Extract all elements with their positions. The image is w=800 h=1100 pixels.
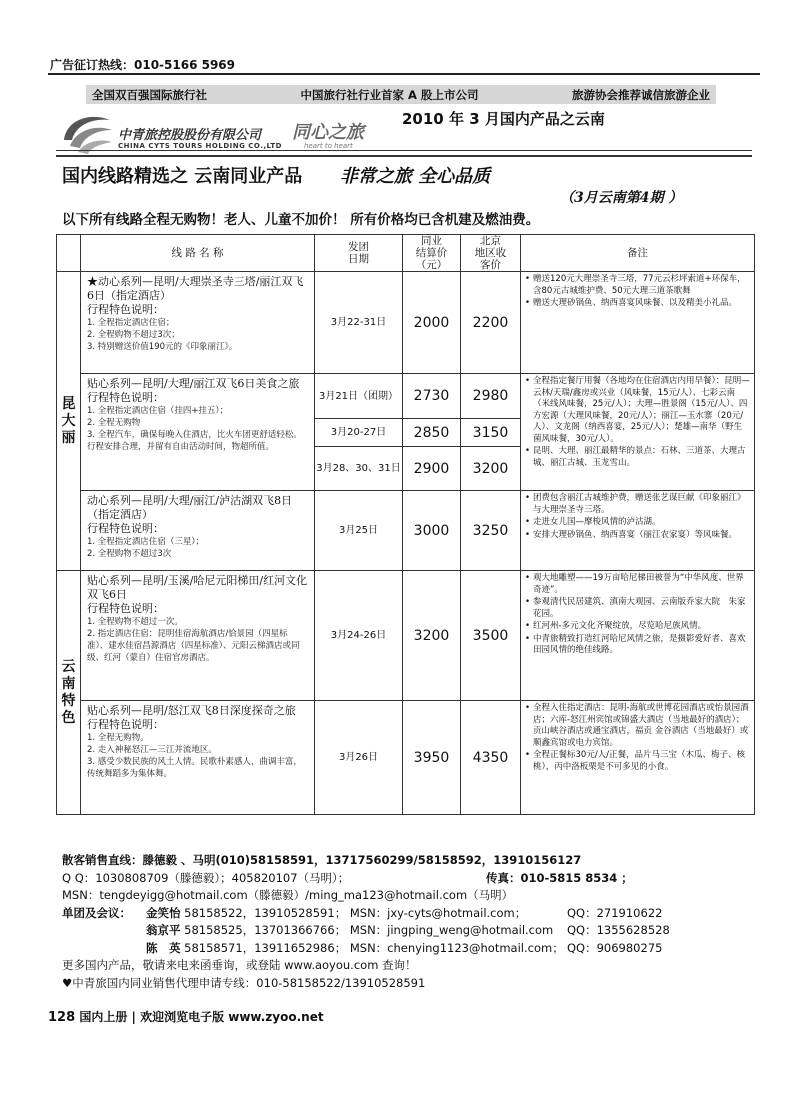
fax-number: 传真：010-5815 8534 ；	[486, 870, 633, 885]
brand-name-cn: 同心之旅	[292, 122, 364, 143]
settle-price: 2000	[403, 272, 461, 374]
route-title: 贴心系列—昆明/大理/丽江双飞6日美食之旅	[87, 377, 300, 390]
route-cell: 贴心系列—昆明/玉溪/哈尼元阳梯田/红河文化双飞6日 行程特色说明： 1. 全程购物不超过一次。 2. 指定酒店住宿：昆明佳宿海航酒店/恰景园（四星标准）、建水佳宿昌源酒店（四星标准）、元阳云梯酒店或同级、红河（蒙自）住宿官房酒店。	[81, 571, 315, 701]
issue-number: （3月云南第4期 ）	[560, 190, 683, 206]
company-name-en: CHINA CYTS TOURS HOLDING CO.,LTD	[118, 142, 282, 150]
brand-name-en: heart to heart	[304, 142, 353, 150]
slogan-part2: 非常之旅 全心品质	[339, 166, 491, 187]
banner-item: 全国双百强国际旅行社	[92, 87, 207, 102]
col-date: 发团 日期	[315, 235, 403, 272]
table-row	[57, 491, 755, 571]
route-price-table	[56, 234, 755, 815]
col-settle-price: 同业 结算价 （元）	[403, 235, 461, 272]
settle-price: 3950	[403, 701, 461, 815]
retail-price: 2200	[461, 272, 521, 374]
remarks-cell: • 团费包含丽江古城维护费，赠送张艺谋巨献《印象丽江》与大理崇圣寺三塔。 • 走进女儿国—摩梭风情的泸沽湖。 • 安排大理砂锅鱼、纳西喜宴（丽江农家宴）等风味餐。	[521, 491, 755, 571]
departure-date: 3月20-27日	[315, 419, 403, 447]
agent-hotline: ♥中青旅国内同业销售代理申请专线：010-58158522/13910528591	[62, 975, 426, 990]
group-qq: QQ：906980275	[567, 940, 663, 955]
retail-price: 3250	[461, 491, 521, 571]
ad-hotline: 广告征订热线：010-5166 5969	[50, 58, 236, 72]
table-row	[57, 701, 755, 815]
table-header-row	[57, 235, 755, 272]
retail-price: 3150	[461, 419, 521, 447]
company-name-cn: 中青旅控股股份有限公司	[118, 128, 262, 143]
sales-line: 散客销售直线：滕德毅 、马明(010)58158591，13717560299/58158592，13910156127	[62, 853, 582, 867]
departure-date: 3月24-26日	[315, 571, 403, 701]
slogan	[62, 162, 490, 188]
remarks-cell: • 观大地雕塑——19万亩哈尼梯田被誉为“中华风度、世界奇迹”。 • 参观清代民居建筑、滇南大观园、云南版乔家大院 朱家花园。 • 红河州-多元文化齐聚绽放，尽览哈尼族风情。 • 中青旅精致打造红河哈尼风情之旅，是摄影爱好者、喜欢田园风情的绝佳线路。	[521, 571, 755, 701]
settle-price: 2850	[403, 419, 461, 447]
banner-item: 旅游协会推荐诚信旅游企业	[572, 87, 710, 102]
region-yunnan-special: 云 南 特 色	[57, 571, 81, 815]
col-retail-price: 北京 地区收 客价	[461, 235, 521, 272]
departure-date: 3月25日	[315, 491, 403, 571]
group-qq: QQ：271910622	[567, 905, 663, 920]
retail-price: 2980	[461, 374, 521, 419]
qq-row	[62, 870, 752, 888]
group-contact-row: 陈 英 58158571，13911652986； MSN：chenying1123@hotmail.com； QQ：906980275	[62, 940, 752, 958]
footer-text: 国内上册 | 欢迎浏览电子版 www.zyoo.net	[79, 1010, 324, 1024]
departure-date: 3月21日（团期）	[315, 374, 403, 419]
table-row	[57, 272, 755, 374]
col-remarks: 备注	[521, 235, 755, 272]
table-row	[57, 571, 755, 701]
page-number: 128	[48, 1010, 76, 1025]
top-divider	[48, 73, 760, 75]
contact-info	[62, 852, 752, 992]
price-notice: 以下所有线路全程无购物！老人、儿童不加价！ 所有价格均已含机建及燃油费。	[62, 212, 540, 228]
settle-price: 3000	[403, 491, 461, 571]
region-kundali: 昆 大 丽	[57, 272, 81, 571]
route-cell: 贴心系列—昆明/怒江双飞8日深度探奇之旅 行程特色说明： 1. 全程无购物。 2. 走入神秘怒江—三江并流地区。 3. 感受少数民族的风土人情。民歌朴素感人，曲调丰富，传统舞蹈多为集体舞。	[81, 701, 315, 815]
banner-item: 中国旅行社行业首家 A 股上市公司	[300, 87, 479, 102]
qq-numbers: Q Q：1030808709（滕德毅）；405820107（马明）；	[62, 870, 350, 885]
retail-price: 4350	[461, 701, 521, 815]
route-title: ★动心系列—昆明/大理崇圣寺三塔/丽江双飞6日（指定酒店）	[87, 275, 304, 302]
more-products: 更多国内产品，敬请来电来函垂询，或登陆 www.aoyou.com 查询！	[62, 958, 417, 972]
retail-price: 3200	[461, 447, 521, 491]
credential-banner	[86, 85, 716, 104]
departure-date: 3月28、30、31日	[315, 447, 403, 491]
route-cell: 贴心系列—昆明/大理/丽江双飞6日美食之旅 行程特色说明： 1. 全程指定酒店住宿（挂四+挂五）； 2. 全程无购物 3. 全程汽车，确保每晚入住酒店，比火车团更舒适轻松。行程安排合理，并留有自由活动时间，物超所值。	[81, 374, 315, 491]
group-contact-row: 翁京平 58158525，13701366766； MSN：jingping_weng@hotmail.com QQ：1355628528	[62, 922, 752, 940]
msn-row: MSN：tengdeyigg@hotmail.com（滕德毅）/ming_ma123@hotmail.com（马明）	[62, 888, 514, 902]
page-footer	[48, 1008, 324, 1025]
remarks-cell: • 全程指定餐厅用餐（各地均在住宿酒店内用早餐）：昆明—云林/天瑞/鑫房或兴业（风味餐，15元/人）、七彩云南（米线风味餐，25元/人）；大理—胜景阁（15元/人）、四方宏源（大理风味餐，20元/人）；丽江—玉水寨（20元/人）、文龙阁（纳西喜宴，25元/人）；楚雄—南华（野生菌风味餐，30元/人）。 • 昆明、大理、丽江最精华的景点：石林、三道茶、大理古城、丽江古城、玉龙雪山。	[521, 374, 755, 491]
route-cell: ★动心系列—昆明/大理崇圣寺三塔/丽江双飞6日（指定酒店） 行程特色说明： 1. 全程指定酒店住宿； 2. 全程购物不超过3次； 3. 特别赠送价值190元的《印象丽江》。	[81, 272, 315, 374]
divider	[56, 150, 752, 151]
settle-price: 2900	[403, 447, 461, 491]
table-row	[57, 374, 755, 419]
remarks-cell: • 全程入住指定酒店：昆明-海航或世博花园酒店或怡景园酒店；六库-怒江州宾馆或锦盛大酒店（当地最好的酒店）；贡山峡谷酒店或通宝酒店，福贡 金谷酒店（当地最好）或顺鑫宾馆或电力宾馆。 • 全程正餐标30元/人/正餐，品片马三宝（木瓜、梅子、核桃），丙中洛板栗是不可多见的小食。	[521, 701, 755, 815]
route-cell: 动心系列—昆明/大理/丽江/泸沽湖双飞8日（指定酒店） 行程特色说明： 1. 全程指定酒店住宿（三星）； 2. 全程购物不超过3次	[81, 491, 315, 571]
col-route-name: 线 路 名 称	[81, 235, 315, 272]
group-contact-row: 单团及会议： 金笑怡 58158522，13910528591； MSN：jxy-cyts@hotmail.com； QQ：271910622	[62, 905, 752, 923]
departure-date: 3月26日	[315, 701, 403, 815]
route-title: 贴心系列—昆明/玉溪/哈尼元阳梯田/红河文化双飞6日	[87, 574, 308, 601]
product-title: 2010 年 3 月国内产品之云南	[402, 110, 605, 128]
route-title: 贴心系列—昆明/怒江双飞8日深度探奇之旅	[87, 704, 296, 717]
settle-price: 3200	[403, 571, 461, 701]
slogan-part1: 国内线路精选之 云南同业产品	[62, 166, 303, 187]
departure-date: 3月22-31日	[315, 272, 403, 374]
retail-price: 3500	[461, 571, 521, 701]
route-title: 动心系列—昆明/大理/丽江/泸沽湖双飞8日（指定酒店）	[87, 494, 293, 521]
remarks-cell: • 赠送120元大理崇圣寺三塔，77元云杉坪索道+环保车，含80元古城维护费、50元大理三道茶歌舞 • 赠送大理砂锅鱼、纳西喜宴风味餐、以及精美小礼品。	[521, 272, 755, 374]
divider	[56, 155, 752, 157]
group-qq: QQ：1355628528	[567, 923, 670, 937]
settle-price: 2730	[403, 374, 461, 419]
